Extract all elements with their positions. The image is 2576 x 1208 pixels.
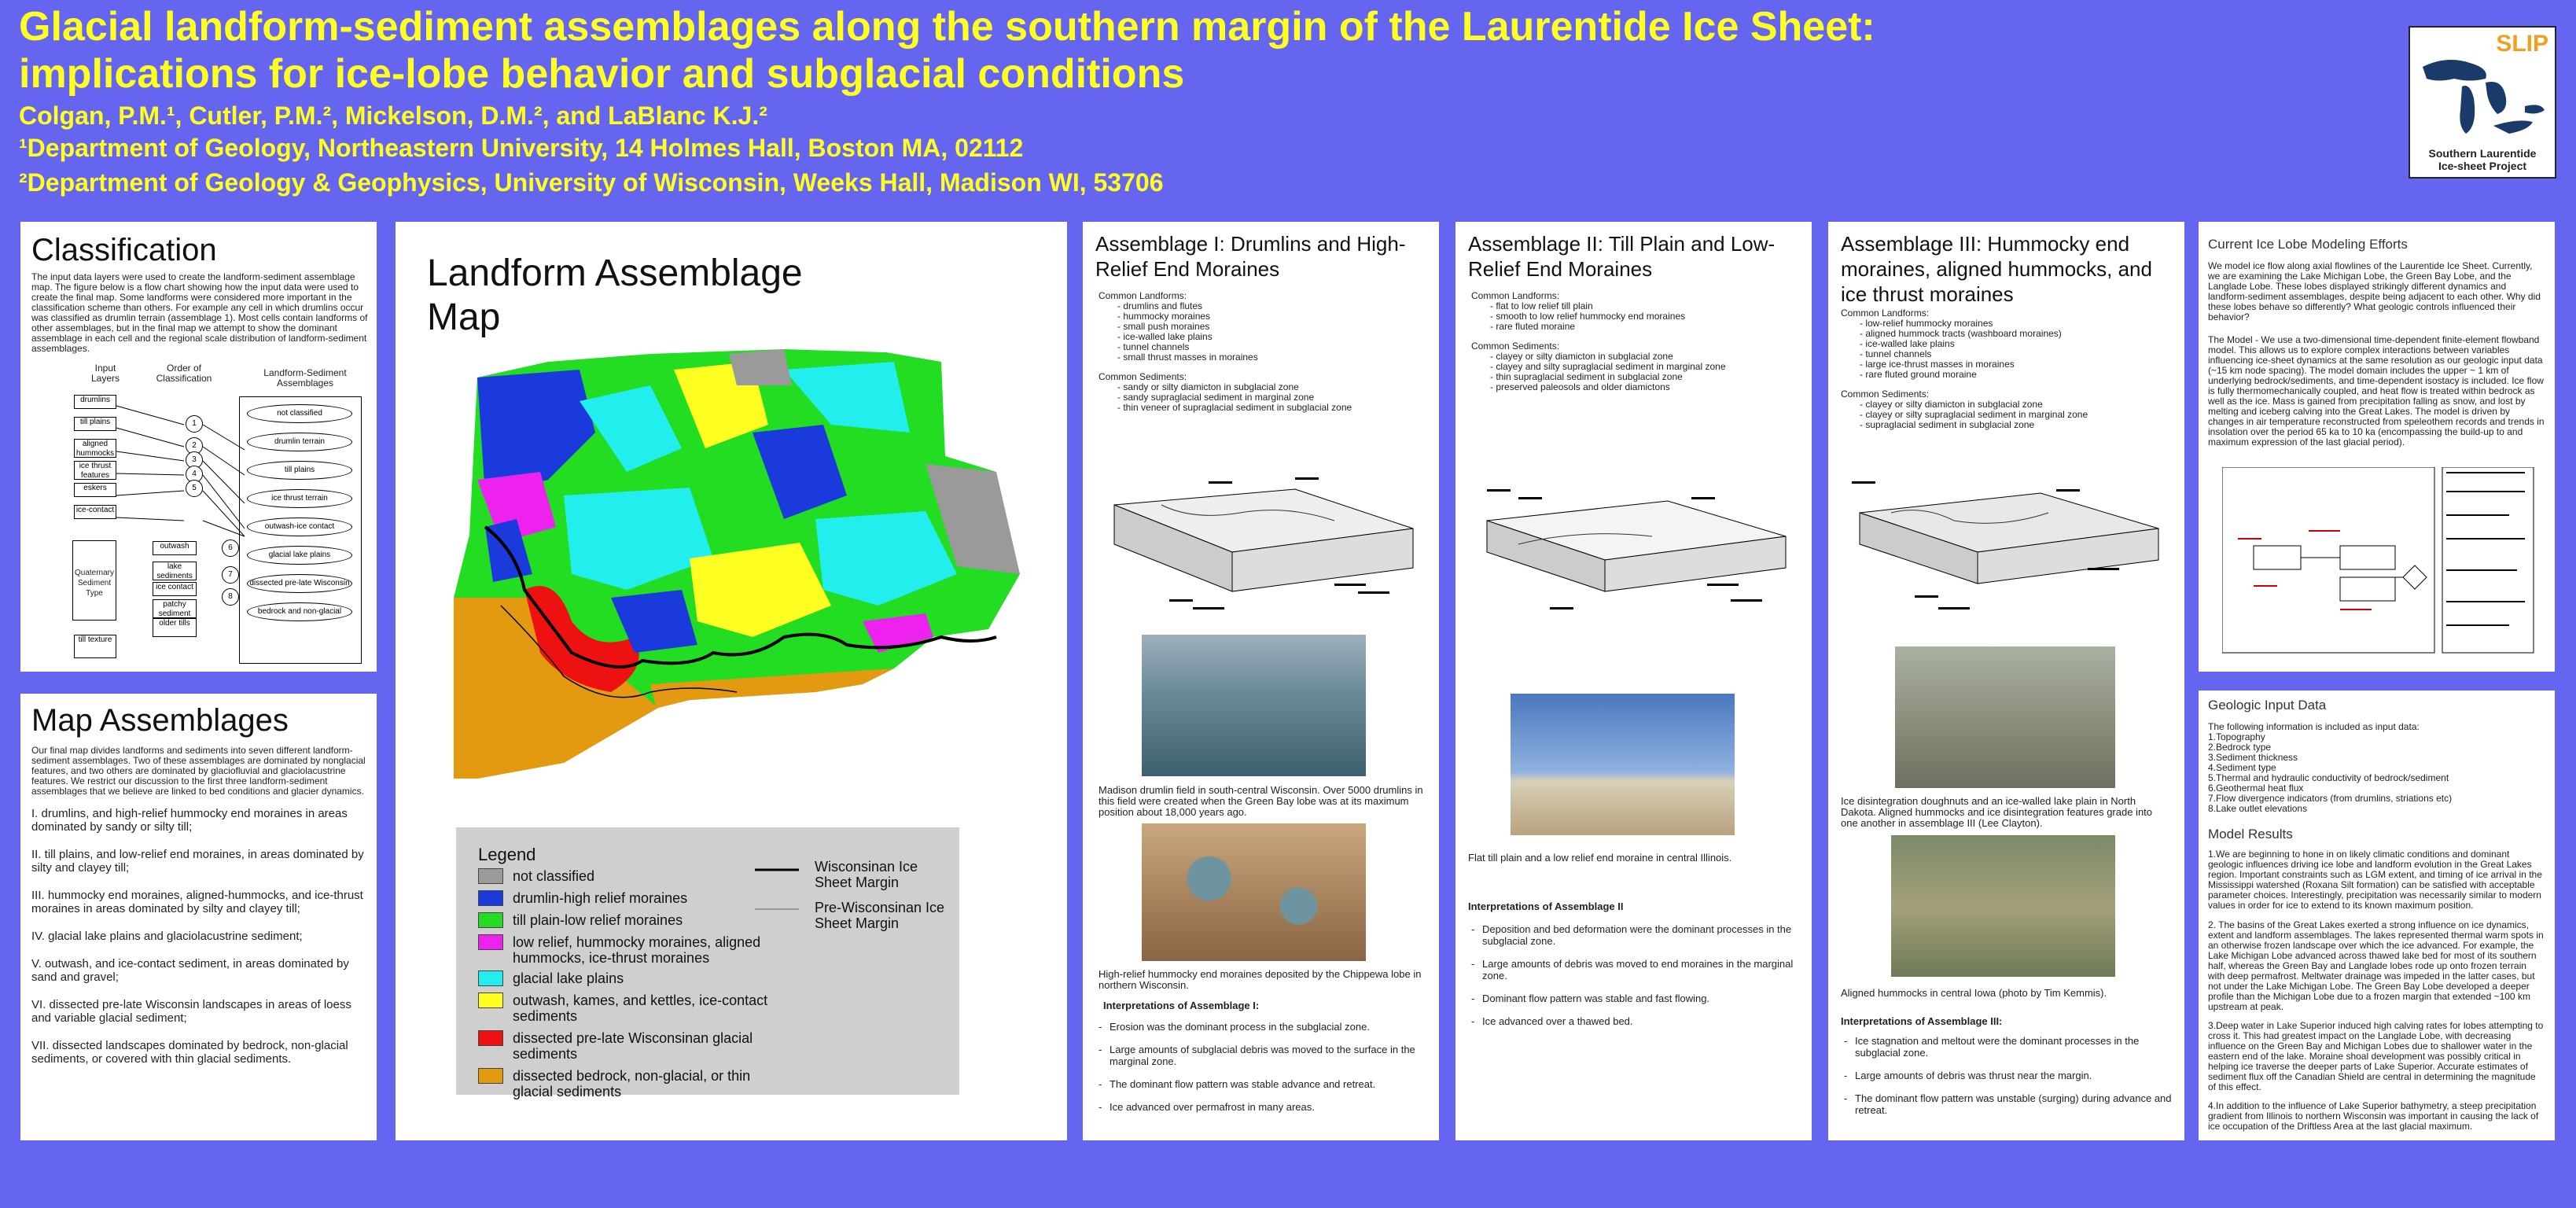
list-item: - ice-walled lake plains: [1860, 339, 2171, 349]
interpretation-text: Dominant flow pattern was stable and fast flowing.: [1482, 993, 1710, 1004]
legend-item: [478, 890, 793, 906]
order-number: 6: [222, 540, 239, 557]
modeling-title: Current Ice Lobe Modeling Efforts: [2208, 237, 2408, 252]
list-item: - sandy supraglacial sediment in marginal zone: [1117, 392, 1429, 403]
bullet-dash: -: [1844, 1070, 1848, 1081]
bullet-dash: -: [1471, 923, 1475, 935]
interpretation-item: [1471, 923, 1801, 947]
legend-swatch: [478, 993, 503, 1008]
pre-wisconsinan-margin-label: Pre-Wisconsinan Ice Sheet Margin: [815, 900, 945, 931]
assemblage-oval: dissected pre-late Wisconsin: [247, 574, 352, 593]
great-lakes-icon: [2415, 51, 2548, 161]
list-item: - flat to low relief till plain: [1490, 301, 1801, 311]
map-assemblage-item: V. outwash, and ice-contact sediment, in areas dominated by sand and gravel;: [31, 957, 349, 984]
interpretation-item: [1098, 1078, 1429, 1090]
geologic-input-item: 1.Topography: [2208, 731, 2265, 742]
interpretation-item: [1471, 1015, 1801, 1027]
till-plain-photo: [1511, 694, 1735, 835]
classification-body: The input data layers were used to create the landform-sediment assemblage map. The figure below is a flow chart showing how the input data were used to create the final map. Some landforms were considered more important in the classification scheme than others. For example any cell in which drumlins occur was classified as drumlin terrain (assemblage 1). Most cells contain landforms of other assemblages, but in the final map we attempt to show the dominant assemblage in each cell and the regional scale distribution of landform-sediment assemblages.: [31, 271, 368, 354]
a1-interp-title: Interpretations of Assemblage I:: [1103, 1000, 1260, 1011]
drumlin-field-photo: [1142, 635, 1366, 776]
legend-label: till plain-low relief moraines: [513, 912, 683, 928]
list-item: - drumlins and flutes: [1117, 301, 1429, 311]
assemblage-map: [454, 338, 1036, 779]
list-item: - small thrust masses in moraines: [1117, 352, 1429, 363]
col-assemblages: Landform-Sediment Assemblages: [263, 367, 347, 389]
list-item: - clayey and silty supraglacial sediment in marginal zone: [1490, 362, 1801, 372]
list-item: - rare fluted moraine: [1490, 322, 1801, 332]
list-item: - ice-walled lake plains: [1117, 332, 1429, 342]
map-assemblages-title: Map Assemblages: [31, 703, 289, 738]
geologic-title: Geologic Input Data: [2208, 698, 2327, 713]
interpretation-text: Deposition and bed deformation were the dominant processes in the subglacial zone.: [1482, 923, 1792, 947]
assemblage-oval: drumlin terrain: [247, 433, 352, 451]
geologic-input-item: 7.Flow divergence indicators (from drumlins, striations etc): [2208, 793, 2453, 804]
bullet-dash: -: [1844, 1035, 1848, 1047]
till-texture-box: till texture: [74, 635, 116, 658]
map-assemblages-panel: [20, 694, 377, 1140]
input-layer-box: drumlins: [74, 395, 116, 409]
slip-logo: [2409, 26, 2556, 179]
modeling-p2: The Model - We use a two-dimensional time-dependent finite-element flowband model. This allows us to explore complex interactions between variables influencing ice-sheet dynamics at the same resolution as our geologic input data (~15 km node spacing). The model domain includes the upper ~ 1 km of underlying bedrock/sediments, and time-dependent isostacy is included. Ice flow is fully thermomechanically coupled, and heat flow is treated within bedrock as well as the ice. Mass is gained from precipitation falling as snow, and lost by melting and iceberg calving into the Great Lakes. The model is driven by changes in air temperature reconstructed from speleothem records and trends in insolation over the period 65 ka to 10 ka (encompassing the build-up to and maximum expression of the last glacial period).: [2208, 334, 2545, 447]
interpretation-item: [1098, 1044, 1429, 1067]
geologic-intro: The following information is included as input data:: [2208, 721, 2420, 732]
interpretation-text: Ice stagnation and meltout were the dominant processes in the subglacial zone.: [1855, 1035, 2140, 1059]
quaternary-label: Quaternary Sediment Type: [74, 569, 115, 598]
input-layer-box: ice thrust features: [74, 461, 116, 480]
input-layer-box: ice-contact: [74, 505, 116, 519]
list-item: - sandy or silty diamicton in subglacial zone: [1117, 382, 1429, 392]
poster-authors: Colgan, P.M.¹, Cutler, P.M.², Mickelson, D.M.², and LaBlanc K.J.²: [19, 101, 767, 130]
bullet-dash: -: [1844, 1092, 1848, 1104]
map-assemblage-item: III. hummocky end moraines, aligned-hummocks, and ice-thrust moraines in areas dominated by silty and clayey till;: [31, 889, 363, 915]
assemblage-oval: till plains: [247, 461, 352, 480]
interpretation-item: [1844, 1035, 2174, 1059]
interpretation-text: Large amounts of debris was thrust near the margin.: [1855, 1070, 2092, 1081]
sediment-type-box: older tills: [153, 618, 197, 637]
interpretation-text: Large amounts of debris was moved to end moraines in the marginal zone.: [1482, 958, 1794, 982]
a1-caption-1: Madison drumlin field in south-central Wisconsin. Over 5000 drumlins in this field were created when the Green Bay lobe was at its maximum position about 18,000 years ago.: [1098, 784, 1423, 818]
map-assemblages-intro: Our final map divides landforms and sediments into seven different landform-sediment assemblages. Two of these assemblages are dominated by nonglacial features, and two others are dominated by glaciofluvial and glaciolacustrine features. We restrict our discussion to the first three landform-sediment assemblages that we believe are linked to bed conditions and glacier dynamics.: [31, 745, 366, 797]
list-item: - thin supraglacial sediment in subglacial zone: [1490, 372, 1801, 382]
map-assemblage-item: VI. dissected pre-late Wisconsin landscapes in areas of loess and variable glacial sediment;: [31, 998, 351, 1025]
assemblage-oval: not classified: [247, 404, 352, 423]
legend-label: glacial lake plains: [513, 970, 624, 986]
map-legend: [456, 827, 959, 1099]
order-number: 4: [186, 466, 203, 483]
list-item: - preserved paleosols and older diamictons: [1490, 382, 1801, 392]
list-item: - small push moraines: [1117, 322, 1429, 332]
interpretation-item: [1471, 958, 1801, 982]
order-number: 2: [186, 437, 203, 455]
a1-block-diagram: [1098, 473, 1421, 615]
a2-block-diagram: [1471, 481, 1794, 623]
assemblage-2-title: Assemblage II: Till Plain and Low-Relief End Moraines: [1468, 232, 1776, 281]
sediment-type-box: patchy sediment: [153, 599, 197, 618]
input-layer-box: eskers: [74, 483, 116, 497]
bullet-dash: -: [1098, 1021, 1102, 1033]
order-number: 1: [186, 415, 203, 433]
legend-swatch: [478, 890, 503, 906]
map-assemblage-item: IV. glacial lake plains and glaciolacustrine sediment;: [31, 930, 303, 943]
legend-item: [478, 912, 793, 928]
interpretation-item: [1844, 1092, 2174, 1116]
a1-caption-2: High-relief hummocky end moraines deposited by the Chippewa lobe in northern Wisconsin.: [1098, 968, 1422, 991]
assemblage-oval: outwash-ice contact: [247, 517, 352, 536]
geologic-results-panel: [2199, 691, 2555, 1140]
legend-title: Legend: [478, 845, 536, 864]
geologic-input-item: 4.Sediment type: [2208, 762, 2276, 773]
result-2: 2. The basins of the Great Lakes exerted a strong influence on ice dynamics, extent and landform assemblages. The lakes represented thermal warm spots in an otherwise frozen landscape over which the ice advanced. For example, the Lake Michigan Lobe advanced across thawed lake bed for most of its southern half, whereas the Green Bay and Langlade lobes rode up onto frozen terrain with deep permafrost. Meltwater drainage was impeded in the latter cases, but not under the Lake Michigan Lobe. The Green Bay Lobe developed a deeper profile than the Michigan Lobe due to a frozen margin that extended ~100 km upstream at peak.: [2208, 919, 2544, 1012]
assemblage-oval: ice thrust terrain: [247, 489, 352, 508]
map-assemblage-item: I. drumlins, and high-relief hummocky end moraines in areas dominated by sandy or silty till;: [31, 807, 348, 834]
list-item: - supraglacial sediment in subglacial zone: [1860, 420, 2171, 430]
assemblage-1-title: Assemblage I: Drumlins and High-Relief End Moraines: [1095, 232, 1406, 281]
a3-caption-1: Ice disintegration doughnuts and an ice-walled lake plain in North Dakota. Aligned hummocks and ice disintegration features grade into one another in assemblage III (Lee Clayton).: [1841, 795, 2153, 829]
landform-map-panel: [396, 222, 1067, 1140]
hummocky-moraine-photo: [1142, 823, 1366, 961]
legend-swatch: [478, 868, 503, 884]
legend-label: not classified: [513, 868, 595, 884]
affiliation-2: ²Department of Geology & Geophysics, University of Wisconsin, Weeks Hall, Madison WI, 53706: [19, 168, 1164, 197]
legend-item: [478, 1068, 793, 1099]
legend-item: [478, 868, 793, 884]
order-number: 5: [186, 480, 203, 497]
col-input-layers: Input Layers: [90, 363, 120, 384]
assemblage-2-panel: [1455, 222, 1812, 1140]
sediment-type-box: ice contact: [153, 582, 197, 596]
bullet-dash: -: [1098, 1044, 1102, 1055]
result-3: 3.Deep water in Lake Superior induced high calving rates for lobes attempting to cross it. This had greatest impact on the Langlade Lobe, with decreasing influence on the Green Bay and Michigan Lobes due to shallower water in the eastern end of the lake. Moraine shoal development was possibly critical in helping ice traverse the deeper parts of Lake Superior. Accurate estimates of sediment flux off the Canadian Shield are central in determining the magnitude of this effect.: [2208, 1020, 2544, 1092]
legend-item: [478, 1030, 793, 1062]
classification-arrows: [20, 222, 377, 672]
interpretation-item: [1098, 1101, 1429, 1113]
model-flowchart: [2222, 467, 2537, 656]
wisconsinan-margin-line: [755, 865, 802, 920]
geologic-input-item: 3.Sediment thickness: [2208, 752, 2298, 763]
sediment-type-box: lake sediments: [153, 562, 197, 580]
bullet-dash: -: [1471, 1015, 1475, 1027]
legend-item: [478, 993, 793, 1024]
logo-acronym: SLIP: [2496, 31, 2548, 57]
wisconsinan-margin-label: Wisconsinan Ice Sheet Margin: [815, 859, 918, 890]
assemblage-oval: bedrock and non-glacial: [247, 602, 352, 621]
legend-item: [478, 934, 793, 966]
map-assemblage-item: II. till plains, and low-relief end moraines, in areas dominated by silty and clayey till;: [31, 848, 364, 875]
list-item: - smooth to low relief hummocky end moraines: [1490, 311, 1801, 322]
interpretation-text: Ice advanced over a thawed bed.: [1482, 1015, 1633, 1027]
a2-interp-title: Interpretations of Assemblage II: [1468, 900, 1624, 912]
map-assemblage-item: VII. dissected landscapes dominated by bedrock, non-glacial sediments, or covered with thin glacial sediments.: [31, 1039, 348, 1066]
legend-swatch: [478, 1068, 503, 1084]
a1-landforms: Common Landforms: - drumlins and flutes - hummocky moraines - small push moraines - ice-walled lake plains - tunnel channels - small thrust masses in moraines Common Sediments: - sandy or silty diamicton in subglacial zone - sandy supraglacial sediment in marginal zone - thin veneer of supraglacial sediment in subglacial zone: [1098, 291, 1429, 413]
bullet-dash: -: [1471, 958, 1475, 970]
a3-landforms: Common Landforms: - low-relief hummocky moraines - aligned hummock tracts (washboard moraines) - ice-walled lake plains - tunnel channels - large ice-thrust masses in moraines - rare fluted ground moraine Common Sediments: - clayey or silty diamicton in subglacial zone - clayey or silty supraglacial sediment in marginal zone - supraglacial sediment in subglacial zone: [1841, 308, 2171, 430]
order-number: 3: [186, 451, 203, 469]
interpretation-text: The dominant flow pattern was unstable (surging) during advance and retreat.: [1855, 1092, 2172, 1116]
legend-label: outwash, kames, and kettles, ice-contact sediments: [513, 993, 768, 1024]
interpretation-text: Large amounts of subglacial debris was moved to the surface in the marginal zone.: [1110, 1044, 1415, 1067]
list-item: - tunnel channels: [1860, 349, 2171, 359]
sediment-type-box: outwash: [153, 541, 197, 555]
bullet-dash: -: [1471, 993, 1475, 1004]
interpretation-item: [1844, 1070, 2174, 1081]
result-1: 1.We are beginning to hone in on likely climatic conditions and dominant geologic influences driving ice lobe and landform evolution in the Great Lakes region. Important constraints such as LGM extent, and timing of ice arrival in the Mississippi watershed (Roxana Silt formation) can be satisfied with acceptable parameter choices. Interestingly, precipitation was necessarily similar to modern values in order for ice to extend to its known maximum position.: [2208, 849, 2542, 911]
order-number: 7: [222, 566, 239, 584]
a2-landforms: Common Landforms: - flat to low relief till plain - smooth to low relief hummocky end moraines - rare fluted moraine Common Sediments: - clayey or silty diamicton in subglacial zone - clayey and silty supraglacial sediment in marginal zone - thin supraglacial sediment in subglacial zone - preserved paleosols and older diamictons: [1471, 291, 1801, 392]
poster-title: Glacial landform-sediment assemblages along the southern margin of the Laurentide Ice Sheet: implications for ice-lobe behavior and subglacial conditions: [19, 4, 1875, 97]
list-item: - rare fluted ground moraine: [1860, 370, 2171, 380]
list-item: - clayey or silty diamicton in subglacial zone: [1860, 400, 2171, 410]
geologic-input-item: 5.Thermal and hydraulic conductivity of bedrock/sediment: [2208, 772, 2449, 783]
order-number: 8: [222, 588, 239, 606]
list-item: - large ice-thrust masses in moraines: [1860, 359, 2171, 370]
assemblage-oval: glacial lake plains: [247, 546, 352, 565]
legend-label: drumlin-high relief moraines: [513, 890, 688, 906]
modeling-p1: We model ice flow along axial flowlines of the Laurentide Ice Sheet. Currently, we are examining the Lake Michigan Lobe, the Green Bay Lobe, and the Langlade Lobe. These lobes displayed strikingly different dynamics and landform-sediment assemblages, despite being adjacent to each other. Why did these lobes behave so differently? What geologic controls influenced their behavior?: [2208, 260, 2541, 322]
classification-title: Classification: [31, 233, 217, 267]
list-item: - tunnel channels: [1117, 342, 1429, 352]
list-item: - aligned hummock tracts (washboard moraines): [1860, 329, 2171, 339]
interpretation-text: The dominant flow pattern was stable advance and retreat.: [1110, 1078, 1376, 1090]
map-title: Landform Assemblage Map: [427, 252, 803, 338]
result-4: 4.In addition to the influence of Lake Superior bathymetry, a steep precipitation gradient from Illinois to northern Wisconsin was important in causing the lack of ice occupation of the Driftless Area at the last glacial maximum.: [2208, 1100, 2539, 1132]
list-item: - hummocky moraines: [1117, 311, 1429, 322]
a2-caption: Flat till plain and a low relief end moraine in central Illinois.: [1468, 852, 1732, 864]
geologic-input-item: 6.Geothermal heat flux: [2208, 783, 2304, 794]
legend-swatch: [478, 970, 503, 986]
list-item: - thin veneer of supraglacial sediment in subglacial zone: [1117, 403, 1429, 413]
input-layer-box: aligned hummocks: [74, 439, 116, 458]
a3-interp-title: Interpretations of Assemblage III:: [1841, 1015, 2003, 1027]
interpretation-text: Ice advanced over permafrost in many areas.: [1110, 1101, 1315, 1113]
list-item: - clayey or silty supraglacial sediment in marginal zone: [1860, 410, 2171, 420]
classification-panel: [20, 222, 377, 672]
legend-label: dissected pre-late Wisconsinan glacial sediments: [513, 1030, 753, 1062]
legend-swatch: [478, 1030, 503, 1046]
logo-caption: Southern Laurentide Ice-sheet Project: [2428, 147, 2537, 172]
aligned-hummocks-photo: [1891, 835, 2115, 977]
ice-disintegration-photo: [1895, 646, 2115, 788]
assemblage-1-panel: [1083, 222, 1439, 1140]
legend-swatch: [478, 912, 503, 928]
poster-header: [19, 3, 1985, 200]
a3-block-diagram: [1844, 473, 2166, 615]
results-title: Model Results: [2208, 827, 2293, 842]
input-layer-box: till plains: [74, 417, 116, 431]
interpretation-text: Erosion was the dominant process in the subglacial zone.: [1110, 1021, 1370, 1033]
list-item: - low-relief hummocky moraines: [1860, 319, 2171, 329]
list-item: - clayey or silty diamicton in subglacial zone: [1490, 352, 1801, 362]
bullet-dash: -: [1098, 1078, 1102, 1090]
legend-label: dissected bedrock, non-glacial, or thin glacial sediments: [513, 1068, 751, 1099]
geologic-input-item: 2.Bedrock type: [2208, 742, 2272, 753]
affiliation-1: ¹Department of Geology, Northeastern University, 14 Holmes Hall, Boston MA, 02112: [19, 134, 1024, 162]
legend-swatch: [478, 934, 503, 950]
modeling-panel: [2199, 222, 2555, 672]
assemblage-3-title: Assemblage III: Hummocky end moraines, aligned hummocks, and ice thrust moraines: [1841, 232, 2152, 306]
legend-item: [478, 970, 793, 986]
col-order: Order of Classification: [156, 363, 212, 384]
legend-label: low relief, hummocky moraines, aligned hummocks, ice-thrust moraines: [513, 934, 761, 966]
interpretation-item: [1098, 1021, 1429, 1033]
interpretation-item: [1471, 993, 1801, 1004]
assemblage-3-panel: [1828, 222, 2184, 1140]
bullet-dash: -: [1098, 1101, 1102, 1113]
a3-caption-2: Aligned hummocks in central Iowa (photo by Tim Kemmis).: [1841, 987, 2107, 999]
geologic-input-item: 8.Lake outlet elevations: [2208, 803, 2308, 814]
